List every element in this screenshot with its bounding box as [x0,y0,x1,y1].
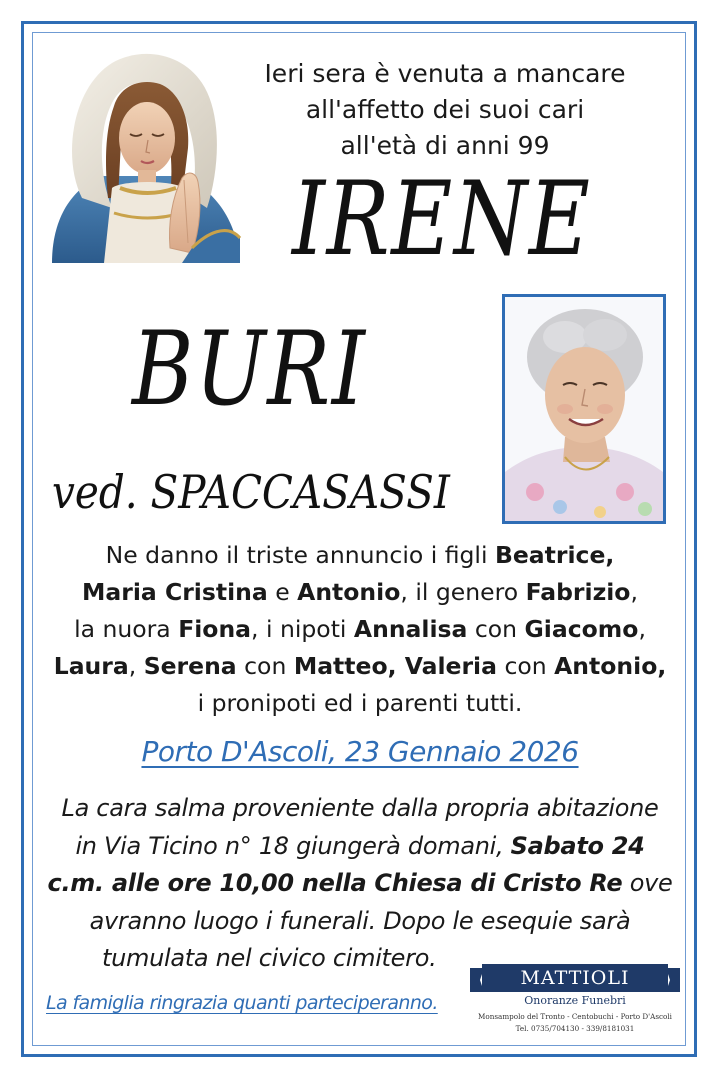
family-name: Maria Cristina [82,578,268,606]
announcement-fragment: , [638,615,646,643]
family-name: Annalisa [353,615,468,643]
logo-phone: Tel. 0735/704130 - 339/8181031 [515,1024,635,1033]
funeral-line: La cara salma proveniente dalla propria abitazione [61,794,659,822]
announcement-fragment: e [267,578,298,606]
madonna-praying-image [42,48,242,263]
logo-subtitle: Onoranze Funebri [524,994,626,1007]
announcement-line [40,648,680,685]
family-name: Serena [143,652,237,680]
funeral-line: tumulata nel civico cimitero. [102,944,437,972]
place-date: Porto D'Ascoli, 23 Gennaio 2026 [141,735,579,768]
family-name: Fiona [178,615,252,643]
announcement-text [40,537,680,722]
funeral-home-logo [470,958,680,1040]
funeral-fragment: in Via Ticino n° 18 giungerà domani, [75,831,511,860]
portrait-illustration [505,297,663,521]
family-name: Laura [53,652,129,680]
last-name: BURI [132,310,367,429]
widow-name: ved. SPACCASASSI [52,465,450,519]
thanks-note: La famiglia ringrazia quanti parteciperanno. [46,992,438,1014]
intro-line: all'affetto dei suoi cari [305,95,585,124]
funeral-time-place: c.m. alle ore 10,00 nella Chiesa di Cristo Re [47,869,623,897]
funeral-line [40,828,680,866]
first-name: IRENE [292,160,592,279]
announcement-line [40,611,680,648]
announcement-fragment: con [496,652,555,680]
family-name: Giacomo [524,615,639,643]
announcement-line [40,574,680,611]
family-name: Antonio [297,578,401,606]
announcement-fragment: , i nipoti [251,615,354,643]
announcement-fragment: , [630,578,638,606]
announcement-fragment: Ne danno il triste annuncio i figli [105,541,495,569]
announcement-line [40,685,680,722]
announcement-line [40,537,680,574]
family-name: Beatrice, [494,541,615,569]
family-name: Matteo, Valeria [293,652,497,680]
funeral-date: Sabato 24 [510,831,645,860]
portrait-photo [502,294,666,524]
funeral-details [40,790,680,978]
family-name: Antonio, [554,652,667,680]
logo-name: MATTIOLI [482,964,668,992]
funeral-line: avranno luogo i funerali. Dopo le esequie sarà [89,906,631,935]
intro-line: all'età di anni 99 [340,131,550,160]
announcement-fragment: , il genero [400,578,526,606]
announcement-fragment: , [128,652,144,680]
announcement-fragment: i pronipoti ed i parenti tutti. [197,689,523,717]
intro-text [250,56,640,164]
announcement-fragment: la nuora [74,615,179,643]
funeral-line [40,865,680,903]
logo-address: Monsampolo del Tronto - Centobuchi - Porto D'Ascoli [478,1012,672,1021]
intro-line: Ieri sera è venuta a mancare [264,59,626,88]
announcement-fragment: con [236,652,294,680]
family-name: Fabrizio [525,578,631,606]
announcement-fragment: con [467,615,525,643]
funeral-fragment: ove [622,869,673,897]
